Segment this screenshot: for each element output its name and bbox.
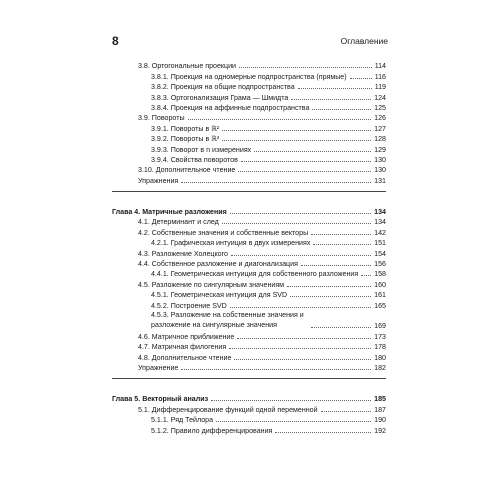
toc-entry-label: 3.8. Ортогональные проекции xyxy=(138,62,236,71)
toc-entry[interactable] xyxy=(112,258,386,268)
toc-entry-page: 165 xyxy=(374,301,386,310)
toc-entry[interactable] xyxy=(112,362,386,372)
dot-leader xyxy=(188,119,372,120)
toc-entry-page: 160 xyxy=(374,280,386,289)
toc-entry-label: 4.7. Матричная филогения xyxy=(138,343,227,352)
toc-entry[interactable] xyxy=(112,310,386,331)
toc-entry[interactable] xyxy=(112,133,386,143)
dot-leader xyxy=(222,140,371,141)
dot-leader xyxy=(311,327,371,328)
toc-entry-page: 192 xyxy=(374,426,386,435)
toc-entry-label: 4.2.1. Графическая интуиция в двух измерениях xyxy=(151,239,311,248)
dot-leader xyxy=(238,171,371,172)
toc-entry-label: Упражнения xyxy=(138,176,179,185)
toc-entry-page: 161 xyxy=(374,291,386,300)
dot-leader xyxy=(211,400,371,401)
toc-entry-label: 4.6. Матричное приближение xyxy=(138,332,235,341)
toc-entry[interactable] xyxy=(112,112,386,122)
dot-leader xyxy=(311,234,371,235)
toc-entry[interactable] xyxy=(112,216,386,226)
dot-leader xyxy=(216,421,371,422)
toc-entry-label: 3.8.3. Ортогонализация Грама — Шмидта xyxy=(151,93,289,102)
toc-entry-label: 4.4. Собственное разложение и диагонализация xyxy=(138,260,298,269)
chapter-divider xyxy=(112,191,386,192)
toc-entry[interactable] xyxy=(112,237,386,247)
dot-leader xyxy=(241,161,371,162)
toc-entry-label: 4.1. Детерминант и след xyxy=(138,218,219,227)
toc-entry[interactable] xyxy=(112,330,386,340)
toc-entry[interactable] xyxy=(112,164,386,174)
toc-entry-page: 129 xyxy=(374,145,386,154)
toc-entry[interactable] xyxy=(112,143,386,153)
toc-chapter-entry[interactable] xyxy=(112,393,386,403)
toc-entry-page: 187 xyxy=(374,405,386,414)
toc-entry-page: 130 xyxy=(374,155,386,164)
dot-leader xyxy=(229,348,371,349)
dot-leader xyxy=(230,213,371,214)
toc-entry-label: 3.8.1. Проекция на одномерные подпространства (прямые) xyxy=(151,72,347,81)
toc-entry-page: 124 xyxy=(374,93,386,102)
toc-entry-label: Глава 5. Векторный анализ xyxy=(112,395,209,404)
toc-entry-page: 119 xyxy=(374,83,386,92)
toc-entry-label: 5.1. Дифференцирование функций одной переменной xyxy=(138,405,318,414)
dot-leader xyxy=(291,99,371,100)
dot-leader xyxy=(222,223,371,224)
toc-entry-label: 4.5.1. Геометрическая интуиция для SVD xyxy=(151,291,288,300)
toc-entry-page: 125 xyxy=(374,103,386,112)
toc-entry-label: 4.5.2. Построение SVD xyxy=(151,301,227,310)
dot-leader xyxy=(350,78,372,79)
toc-entry-page: 116 xyxy=(374,72,386,81)
toc-entry-page: 180 xyxy=(374,353,386,362)
dot-leader xyxy=(298,88,372,89)
table-of-contents xyxy=(112,60,386,435)
toc-entry-label: 3.8.4. Проекция на аффинные подпространства xyxy=(151,103,310,112)
toc-entry[interactable] xyxy=(112,174,386,184)
toc-entry-page: 182 xyxy=(374,363,386,372)
toc-entry-label: 3.9.3. Поворот в n измерениях xyxy=(151,145,252,154)
toc-entry[interactable] xyxy=(112,226,386,236)
dot-leader xyxy=(231,255,371,256)
toc-entry-label: Глава 4. Матричные разложения xyxy=(112,208,227,217)
toc-entry-page: 134 xyxy=(374,208,386,217)
dot-leader xyxy=(313,244,371,245)
toc-entry-page: 185 xyxy=(374,395,386,404)
dot-leader xyxy=(290,296,371,297)
toc-entry-label: 3.9.1. Повороты в ℝ² xyxy=(151,124,220,133)
dot-leader xyxy=(234,359,371,360)
toc-entry-label: 3.9.2. Повороты в ℝ³ xyxy=(151,135,220,144)
toc-entry-label: 5.1.1. Ряд Тейлора xyxy=(151,416,214,425)
toc-entry[interactable] xyxy=(112,91,386,101)
dot-leader xyxy=(321,411,372,412)
toc-entry[interactable] xyxy=(112,247,386,257)
toc-entry-page: 151 xyxy=(374,239,386,248)
toc-entry[interactable] xyxy=(112,154,386,164)
toc-entry[interactable] xyxy=(112,289,386,299)
toc-entry[interactable] xyxy=(112,268,386,278)
dot-leader xyxy=(287,286,371,287)
dot-leader xyxy=(239,67,372,68)
toc-entry-label: 4.5.3. Разложение на собственные значения и разложение на сингулярные значения xyxy=(151,310,304,329)
toc-entry-label: 4.2. Собственные значения и собственные векторы xyxy=(138,228,309,237)
dot-leader xyxy=(312,109,371,110)
toc-entry-page: 156 xyxy=(374,260,386,269)
toc-entry-page: 142 xyxy=(374,228,386,237)
toc-entry-label: 4.8. Дополнительное чтение xyxy=(138,353,232,362)
toc-entry-page: 126 xyxy=(374,114,386,123)
toc-entry[interactable] xyxy=(112,102,386,112)
toc-entry-label: 5.1.2. Правило дифференцирования xyxy=(151,426,273,435)
dot-leader xyxy=(237,338,371,339)
toc-entry-page: 190 xyxy=(374,416,386,425)
toc-entry-page: 114 xyxy=(374,62,386,71)
dot-leader xyxy=(301,265,371,266)
toc-entry-page: 169 xyxy=(374,322,386,331)
dot-leader xyxy=(275,432,371,433)
toc-entry-page: 131 xyxy=(374,176,386,185)
toc-entry-label: 4.5. Разложение по сингулярным значениям xyxy=(138,280,285,289)
toc-entry[interactable] xyxy=(112,81,386,91)
toc-entry-label: 3.8.2. Проекция на общие подпространства xyxy=(151,83,295,92)
toc-entry[interactable] xyxy=(112,278,386,288)
toc-entry-page: 130 xyxy=(374,166,386,175)
toc-entry[interactable] xyxy=(112,403,386,413)
toc-entry[interactable] xyxy=(112,341,386,351)
page-number: 8 xyxy=(112,34,119,48)
toc-entry[interactable] xyxy=(112,60,386,70)
toc-entry-label: 4.4.1. Геометрическая интуиция для собственного разложения xyxy=(151,270,359,279)
dot-leader xyxy=(181,182,371,183)
toc-entry-label: 3.10. Дополнительное чтение xyxy=(138,166,236,175)
toc-entry-page: 127 xyxy=(374,124,386,133)
toc-entry-page: 173 xyxy=(374,332,386,341)
dot-leader xyxy=(361,275,371,276)
toc-entry-page: 128 xyxy=(374,135,386,144)
toc-entry[interactable] xyxy=(112,122,386,132)
toc-entry-page: 154 xyxy=(374,249,386,258)
page-header-title: Оглавление xyxy=(340,36,388,46)
toc-entry[interactable] xyxy=(112,70,386,80)
toc-entry[interactable] xyxy=(112,351,386,361)
toc-chapter-entry[interactable] xyxy=(112,206,386,216)
toc-entry[interactable] xyxy=(112,424,386,434)
dot-leader xyxy=(230,307,371,308)
toc-entry-page: 178 xyxy=(374,343,386,352)
toc-entry-label: 4.3. Разложение Холецкого xyxy=(138,249,229,258)
toc-entry[interactable] xyxy=(112,414,386,424)
dot-leader xyxy=(222,130,371,131)
toc-entry[interactable] xyxy=(112,299,386,309)
toc-entry-page: 158 xyxy=(374,270,386,279)
toc-entry-label: 3.9.4. Свойства поворотов xyxy=(151,155,238,164)
chapter-divider xyxy=(112,378,386,379)
dot-leader xyxy=(181,369,371,370)
toc-entry-label: 3.9. Повороты xyxy=(138,114,185,123)
toc-entry-label: Упражнение xyxy=(138,363,179,372)
toc-entry-page: 134 xyxy=(374,218,386,227)
dot-leader xyxy=(254,151,371,152)
